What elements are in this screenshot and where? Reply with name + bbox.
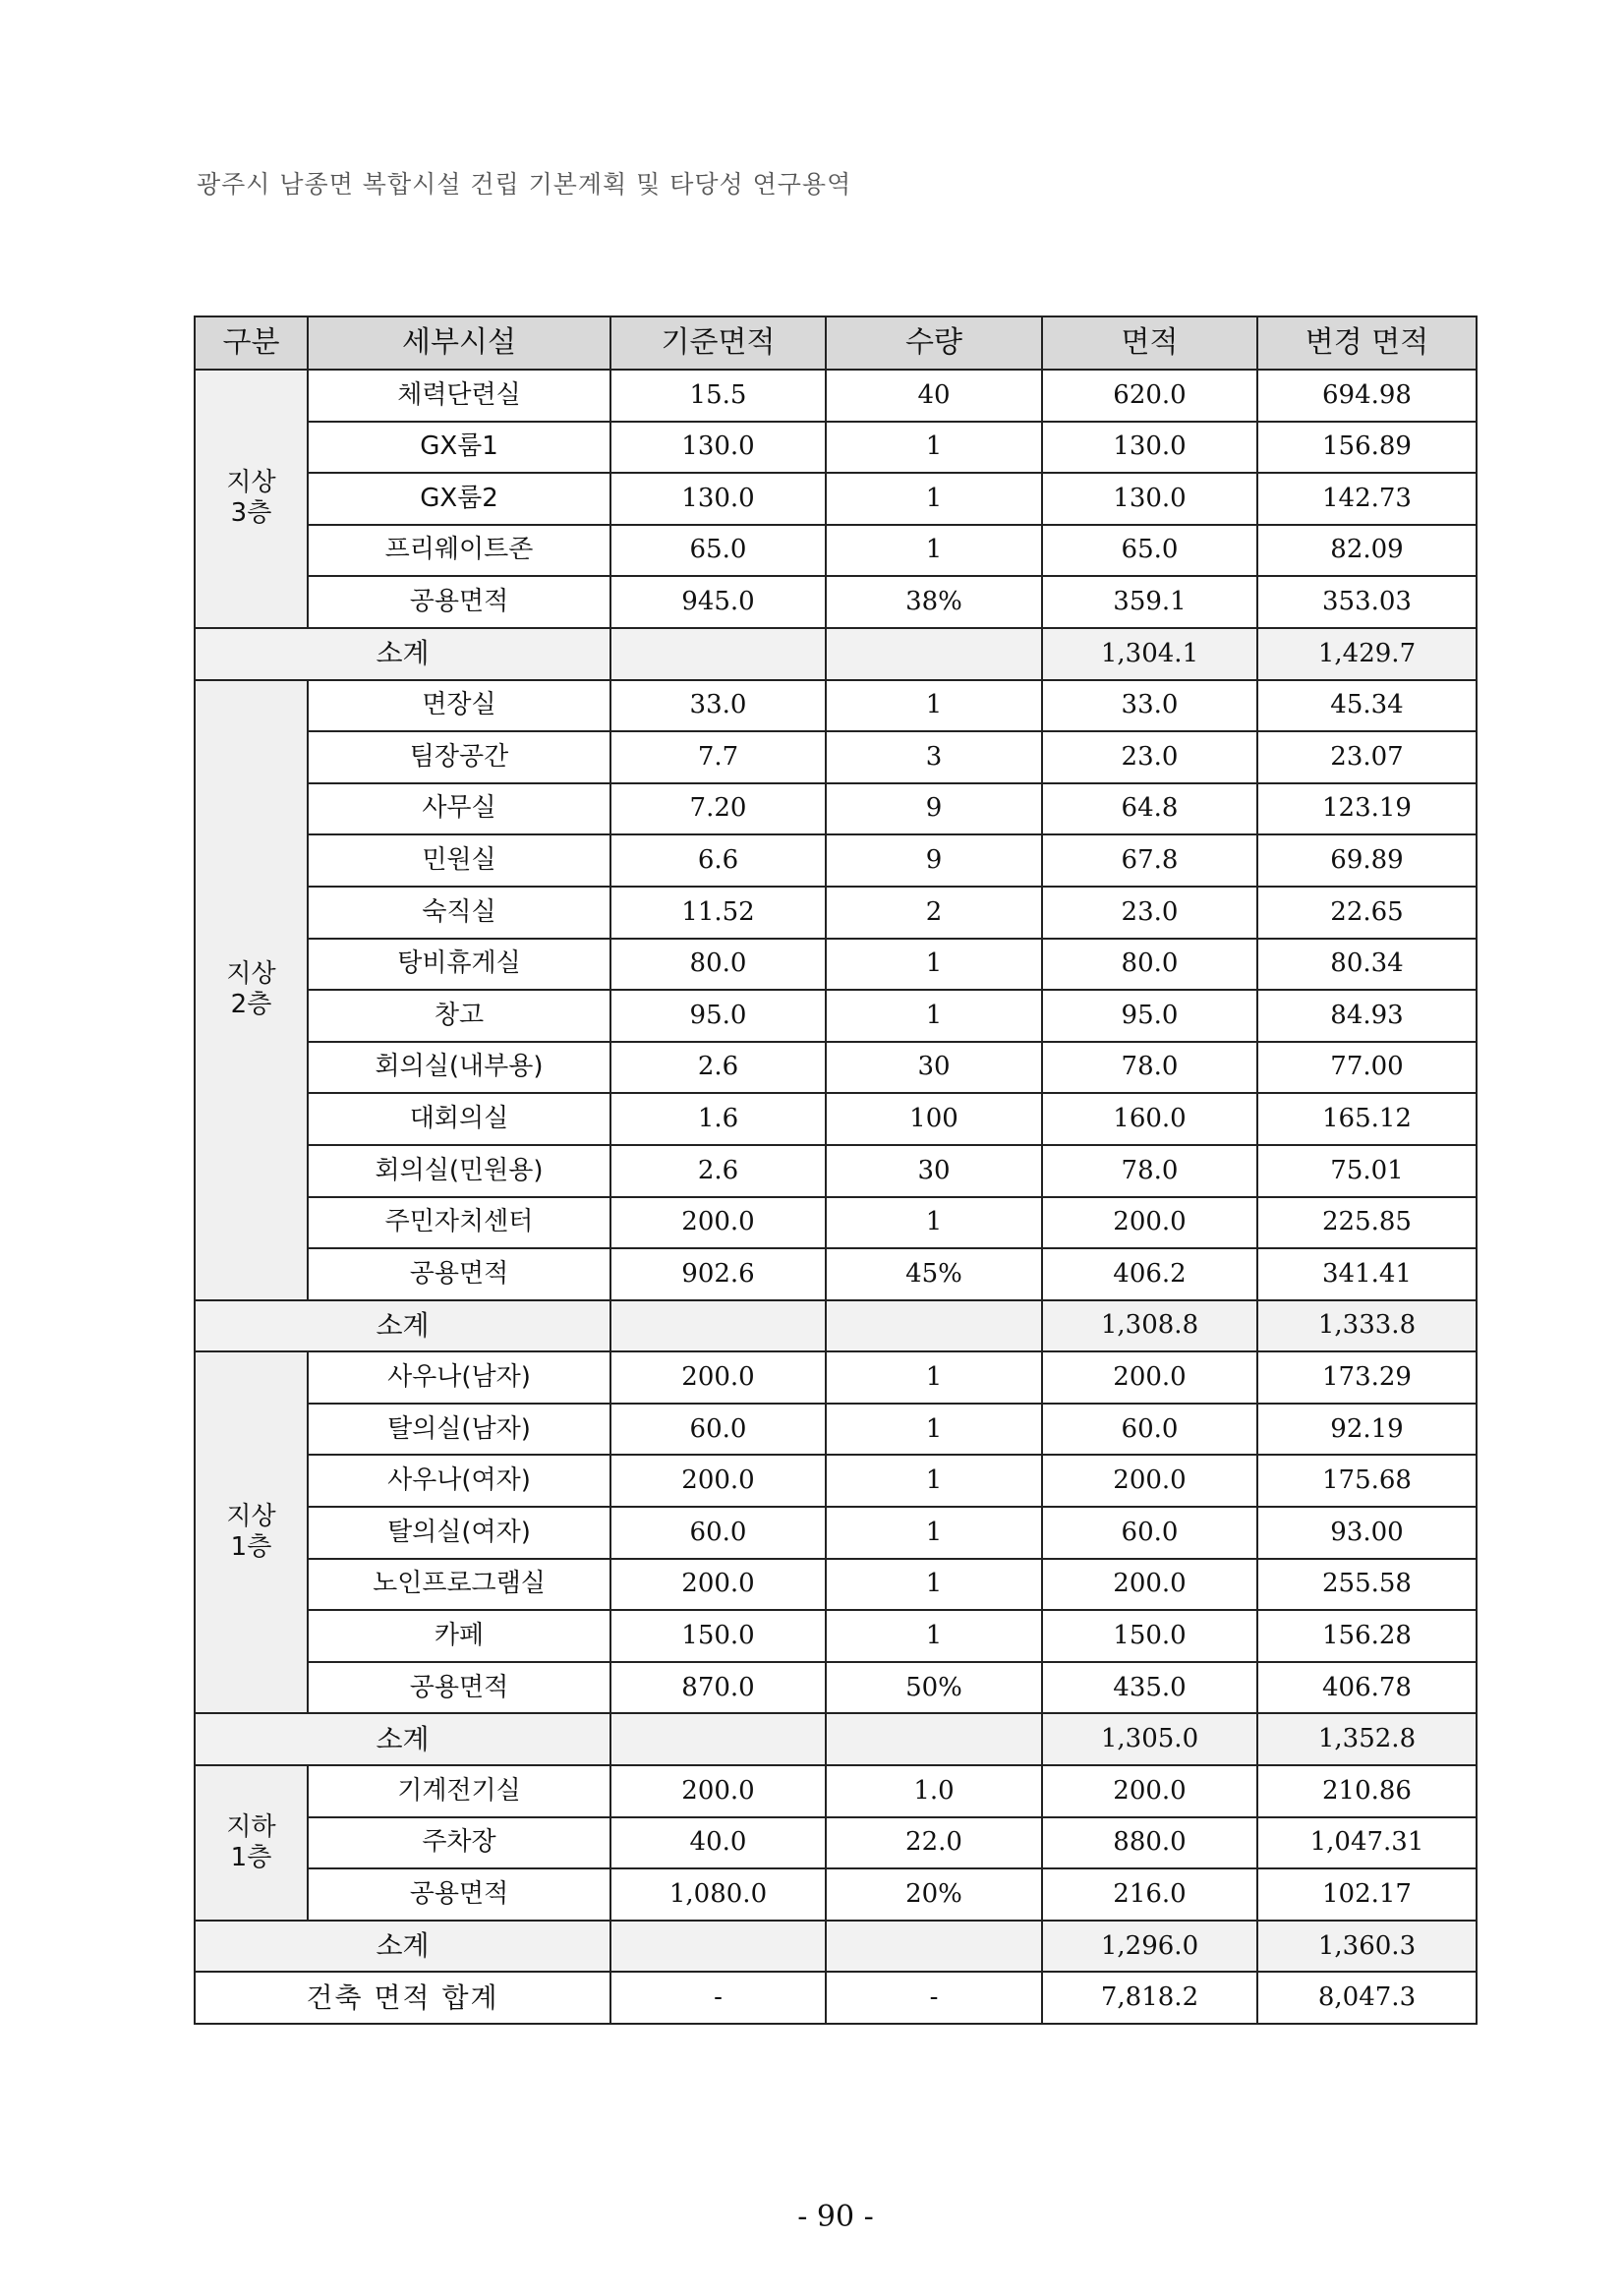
area-cell: 200.0	[1042, 1765, 1257, 1817]
quantity-cell: 1	[826, 1455, 1042, 1507]
area-cell: 359.1	[1042, 576, 1257, 628]
total-area: 7,818.2	[1042, 1972, 1257, 2024]
changed-area-cell: 156.28	[1257, 1610, 1477, 1662]
facility-name: 공용면적	[308, 1248, 610, 1300]
quantity-cell: 22.0	[826, 1817, 1042, 1869]
quantity-cell: 1	[826, 473, 1042, 525]
changed-area-cell: 1,047.31	[1257, 1817, 1477, 1869]
subtotal-quantity	[826, 1713, 1042, 1765]
table-row	[195, 1765, 1477, 1817]
facility-name: 창고	[308, 990, 610, 1042]
header-area: 면적	[1042, 316, 1257, 370]
quantity-cell: 38%	[826, 576, 1042, 628]
quantity-cell: 1	[826, 1507, 1042, 1559]
facility-name: 팀장공간	[308, 731, 610, 783]
table-row	[195, 422, 1477, 474]
table-row	[195, 1662, 1477, 1714]
changed-area-cell: 341.41	[1257, 1248, 1477, 1300]
facility-name: 대회의실	[308, 1093, 610, 1145]
table-row	[195, 473, 1477, 525]
subtotal-label: 소계	[195, 628, 610, 680]
base-area-cell: 130.0	[610, 473, 826, 525]
subtotal-base-area	[610, 628, 826, 680]
table-row	[195, 834, 1477, 887]
facility-name: 사우나(남자)	[308, 1351, 610, 1404]
facility-name: 주차장	[308, 1817, 610, 1869]
area-cell: 435.0	[1042, 1662, 1257, 1714]
floor-label	[195, 1765, 308, 1921]
changed-area-cell: 142.73	[1257, 473, 1477, 525]
facility-name: 민원실	[308, 834, 610, 887]
changed-area-cell: 102.17	[1257, 1868, 1477, 1921]
header-quantity: 수량	[826, 316, 1042, 370]
area-cell: 200.0	[1042, 1351, 1257, 1404]
quantity-cell: 40	[826, 370, 1042, 422]
table-row	[195, 1351, 1477, 1404]
quantity-cell: 9	[826, 834, 1042, 887]
facility-name: 노인프로그램실	[308, 1559, 610, 1611]
subtotal-area: 1,296.0	[1042, 1921, 1257, 1973]
base-area-cell: 95.0	[610, 990, 826, 1042]
facility-name: 카페	[308, 1610, 610, 1662]
quantity-cell: 9	[826, 783, 1042, 835]
subtotal-row	[195, 628, 1477, 680]
facility-name: 프리웨이트존	[308, 525, 610, 577]
header-floor: 구분	[195, 316, 308, 370]
quantity-cell: 20%	[826, 1868, 1042, 1921]
changed-area-cell: 123.19	[1257, 783, 1477, 835]
facility-name: 체력단련실	[308, 370, 610, 422]
area-cell: 78.0	[1042, 1042, 1257, 1094]
base-area-cell: 200.0	[610, 1455, 826, 1507]
changed-area-cell: 45.34	[1257, 680, 1477, 732]
quantity-cell: 30	[826, 1042, 1042, 1094]
base-area-cell: 6.6	[610, 834, 826, 887]
subtotal-row	[195, 1713, 1477, 1765]
total-quantity: -	[826, 1972, 1042, 2024]
total-row	[195, 1972, 1477, 2024]
area-cell: 620.0	[1042, 370, 1257, 422]
facility-name: 주민자치센터	[308, 1197, 610, 1249]
floor-label-line: 1층	[230, 1842, 272, 1872]
changed-area-cell: 156.89	[1257, 422, 1477, 474]
quantity-cell: 1	[826, 939, 1042, 991]
quantity-cell: 1	[826, 1197, 1042, 1249]
changed-area-cell: 22.65	[1257, 887, 1477, 939]
facility-name: 공용면적	[308, 1662, 610, 1714]
floor-label	[195, 1351, 308, 1713]
base-area-cell: 2.6	[610, 1145, 826, 1197]
base-area-cell: 40.0	[610, 1817, 826, 1869]
base-area-cell: 200.0	[610, 1765, 826, 1817]
changed-area-cell: 92.19	[1257, 1404, 1477, 1456]
facility-name: GX룸1	[308, 422, 610, 474]
area-cell: 150.0	[1042, 1610, 1257, 1662]
base-area-cell: 200.0	[610, 1197, 826, 1249]
table-row	[195, 1559, 1477, 1611]
table-header-row	[195, 316, 1477, 370]
table-row	[195, 1145, 1477, 1197]
table-row	[195, 525, 1477, 577]
changed-area-cell: 69.89	[1257, 834, 1477, 887]
subtotal-base-area	[610, 1300, 826, 1352]
area-cell: 67.8	[1042, 834, 1257, 887]
floor-label-line: 1층	[230, 1532, 272, 1563]
base-area-cell: 7.20	[610, 783, 826, 835]
floor-label-line: 지상	[226, 958, 276, 989]
facility-name: 공용면적	[308, 1868, 610, 1921]
subtotal-label: 소계	[195, 1921, 610, 1973]
facility-name: 탕비휴게실	[308, 939, 610, 991]
area-cell: 78.0	[1042, 1145, 1257, 1197]
changed-area-cell: 93.00	[1257, 1507, 1477, 1559]
subtotal-quantity	[826, 1921, 1042, 1973]
subtotal-base-area	[610, 1921, 826, 1973]
base-area-cell: 130.0	[610, 422, 826, 474]
quantity-cell: 1	[826, 1610, 1042, 1662]
table-row	[195, 1197, 1477, 1249]
table-row	[195, 939, 1477, 991]
total-base-area: -	[610, 1972, 826, 2024]
changed-area-cell: 173.29	[1257, 1351, 1477, 1404]
base-area-cell: 1.6	[610, 1093, 826, 1145]
facility-name: 숙직실	[308, 887, 610, 939]
quantity-cell: 2	[826, 887, 1042, 939]
table-row	[195, 1817, 1477, 1869]
subtotal-area: 1,304.1	[1042, 628, 1257, 680]
subtotal-area: 1,305.0	[1042, 1713, 1257, 1765]
facility-name: 탈의실(남자)	[308, 1404, 610, 1456]
subtotal-quantity	[826, 628, 1042, 680]
quantity-cell: 45%	[826, 1248, 1042, 1300]
area-cell: 160.0	[1042, 1093, 1257, 1145]
subtotal-changed-area: 1,429.7	[1257, 628, 1477, 680]
header-base-area: 기준면적	[610, 316, 826, 370]
subtotal-changed-area: 1,333.8	[1257, 1300, 1477, 1352]
subtotal-base-area	[610, 1713, 826, 1765]
running-header: 광주시 남종면 복합시설 건립 기본계획 및 타당성 연구용역	[197, 170, 852, 199]
changed-area-cell: 165.12	[1257, 1093, 1477, 1145]
area-cell: 23.0	[1042, 887, 1257, 939]
facility-name: 회의실(내부용)	[308, 1042, 610, 1094]
quantity-cell: 1	[826, 1351, 1042, 1404]
area-cell: 200.0	[1042, 1197, 1257, 1249]
table-row	[195, 731, 1477, 783]
total-changed-area: 8,047.3	[1257, 1972, 1477, 2024]
area-cell: 23.0	[1042, 731, 1257, 783]
floor-label	[195, 370, 308, 628]
header-changed-area: 변경 면적	[1257, 316, 1477, 370]
base-area-cell: 870.0	[610, 1662, 826, 1714]
quantity-cell: 1	[826, 1559, 1042, 1611]
changed-area-cell: 353.03	[1257, 576, 1477, 628]
table-body	[195, 370, 1477, 2024]
base-area-cell: 150.0	[610, 1610, 826, 1662]
quantity-cell: 1	[826, 990, 1042, 1042]
floor-label	[195, 680, 308, 1300]
table-row	[195, 1093, 1477, 1145]
table-row	[195, 370, 1477, 422]
page-number: - 90 -	[797, 2200, 874, 2234]
table-row	[195, 1042, 1477, 1094]
quantity-cell: 1	[826, 1404, 1042, 1456]
base-area-cell: 7.7	[610, 731, 826, 783]
changed-area-cell: 77.00	[1257, 1042, 1477, 1094]
subtotal-label: 소계	[195, 1300, 610, 1352]
quantity-cell: 1	[826, 680, 1042, 732]
table-row	[195, 990, 1477, 1042]
area-cell: 33.0	[1042, 680, 1257, 732]
changed-area-cell: 406.78	[1257, 1662, 1477, 1714]
facility-name: 탈의실(여자)	[308, 1507, 610, 1559]
base-area-cell: 902.6	[610, 1248, 826, 1300]
area-cell: 60.0	[1042, 1404, 1257, 1456]
base-area-cell: 11.52	[610, 887, 826, 939]
area-cell: 880.0	[1042, 1817, 1257, 1869]
changed-area-cell: 210.86	[1257, 1765, 1477, 1817]
changed-area-cell: 175.68	[1257, 1455, 1477, 1507]
subtotal-changed-area: 1,352.8	[1257, 1713, 1477, 1765]
table-row	[195, 887, 1477, 939]
base-area-cell: 60.0	[610, 1507, 826, 1559]
facility-name: GX룸2	[308, 473, 610, 525]
area-cell: 216.0	[1042, 1868, 1257, 1921]
area-cell: 130.0	[1042, 473, 1257, 525]
area-cell: 130.0	[1042, 422, 1257, 474]
changed-area-cell: 23.07	[1257, 731, 1477, 783]
quantity-cell: 50%	[826, 1662, 1042, 1714]
subtotal-area: 1,308.8	[1042, 1300, 1257, 1352]
area-cell: 406.2	[1042, 1248, 1257, 1300]
floor-label-line: 지하	[226, 1811, 276, 1842]
quantity-cell: 1	[826, 422, 1042, 474]
facility-name: 기계전기실	[308, 1765, 610, 1817]
changed-area-cell: 225.85	[1257, 1197, 1477, 1249]
quantity-cell: 1	[826, 525, 1042, 577]
subtotal-row	[195, 1921, 1477, 1973]
table-row	[195, 680, 1477, 732]
quantity-cell: 100	[826, 1093, 1042, 1145]
subtotal-changed-area: 1,360.3	[1257, 1921, 1477, 1973]
floor-label-line: 3층	[230, 498, 272, 529]
floor-label-line: 지상	[226, 1502, 276, 1532]
area-cell: 95.0	[1042, 990, 1257, 1042]
area-cell: 65.0	[1042, 525, 1257, 577]
subtotal-row	[195, 1300, 1477, 1352]
changed-area-cell: 694.98	[1257, 370, 1477, 422]
changed-area-cell: 82.09	[1257, 525, 1477, 577]
base-area-cell: 33.0	[610, 680, 826, 732]
table-row	[195, 1404, 1477, 1456]
facility-name: 회의실(민원용)	[308, 1145, 610, 1197]
base-area-cell: 65.0	[610, 525, 826, 577]
facility-name: 사무실	[308, 783, 610, 835]
area-cell: 64.8	[1042, 783, 1257, 835]
table-row	[195, 783, 1477, 835]
facility-name: 공용면적	[308, 576, 610, 628]
facility-name: 사우나(여자)	[308, 1455, 610, 1507]
table-row	[195, 1455, 1477, 1507]
quantity-cell: 30	[826, 1145, 1042, 1197]
quantity-cell: 3	[826, 731, 1042, 783]
subtotal-quantity	[826, 1300, 1042, 1352]
base-area-cell: 15.5	[610, 370, 826, 422]
facility-area-table	[194, 316, 1478, 2025]
base-area-cell: 80.0	[610, 939, 826, 991]
base-area-cell: 200.0	[610, 1351, 826, 1404]
table-row	[195, 1868, 1477, 1921]
base-area-cell: 945.0	[610, 576, 826, 628]
table-row	[195, 576, 1477, 628]
base-area-cell: 1,080.0	[610, 1868, 826, 1921]
changed-area-cell: 84.93	[1257, 990, 1477, 1042]
area-cell: 80.0	[1042, 939, 1257, 991]
table-row	[195, 1248, 1477, 1300]
header-facility: 세부시설	[308, 316, 610, 370]
area-cell: 60.0	[1042, 1507, 1257, 1559]
subtotal-label: 소계	[195, 1713, 610, 1765]
floor-label-line: 2층	[230, 990, 272, 1020]
table-row	[195, 1507, 1477, 1559]
area-cell: 200.0	[1042, 1455, 1257, 1507]
area-cell: 200.0	[1042, 1559, 1257, 1611]
base-area-cell: 60.0	[610, 1404, 826, 1456]
total-label: 건축 면적 합계	[195, 1972, 610, 2024]
base-area-cell: 200.0	[610, 1559, 826, 1611]
changed-area-cell: 80.34	[1257, 939, 1477, 991]
facility-name: 면장실	[308, 680, 610, 732]
floor-label-line: 지상	[226, 468, 276, 498]
changed-area-cell: 75.01	[1257, 1145, 1477, 1197]
base-area-cell: 2.6	[610, 1042, 826, 1094]
table-row	[195, 1610, 1477, 1662]
changed-area-cell: 255.58	[1257, 1559, 1477, 1611]
quantity-cell: 1.0	[826, 1765, 1042, 1817]
